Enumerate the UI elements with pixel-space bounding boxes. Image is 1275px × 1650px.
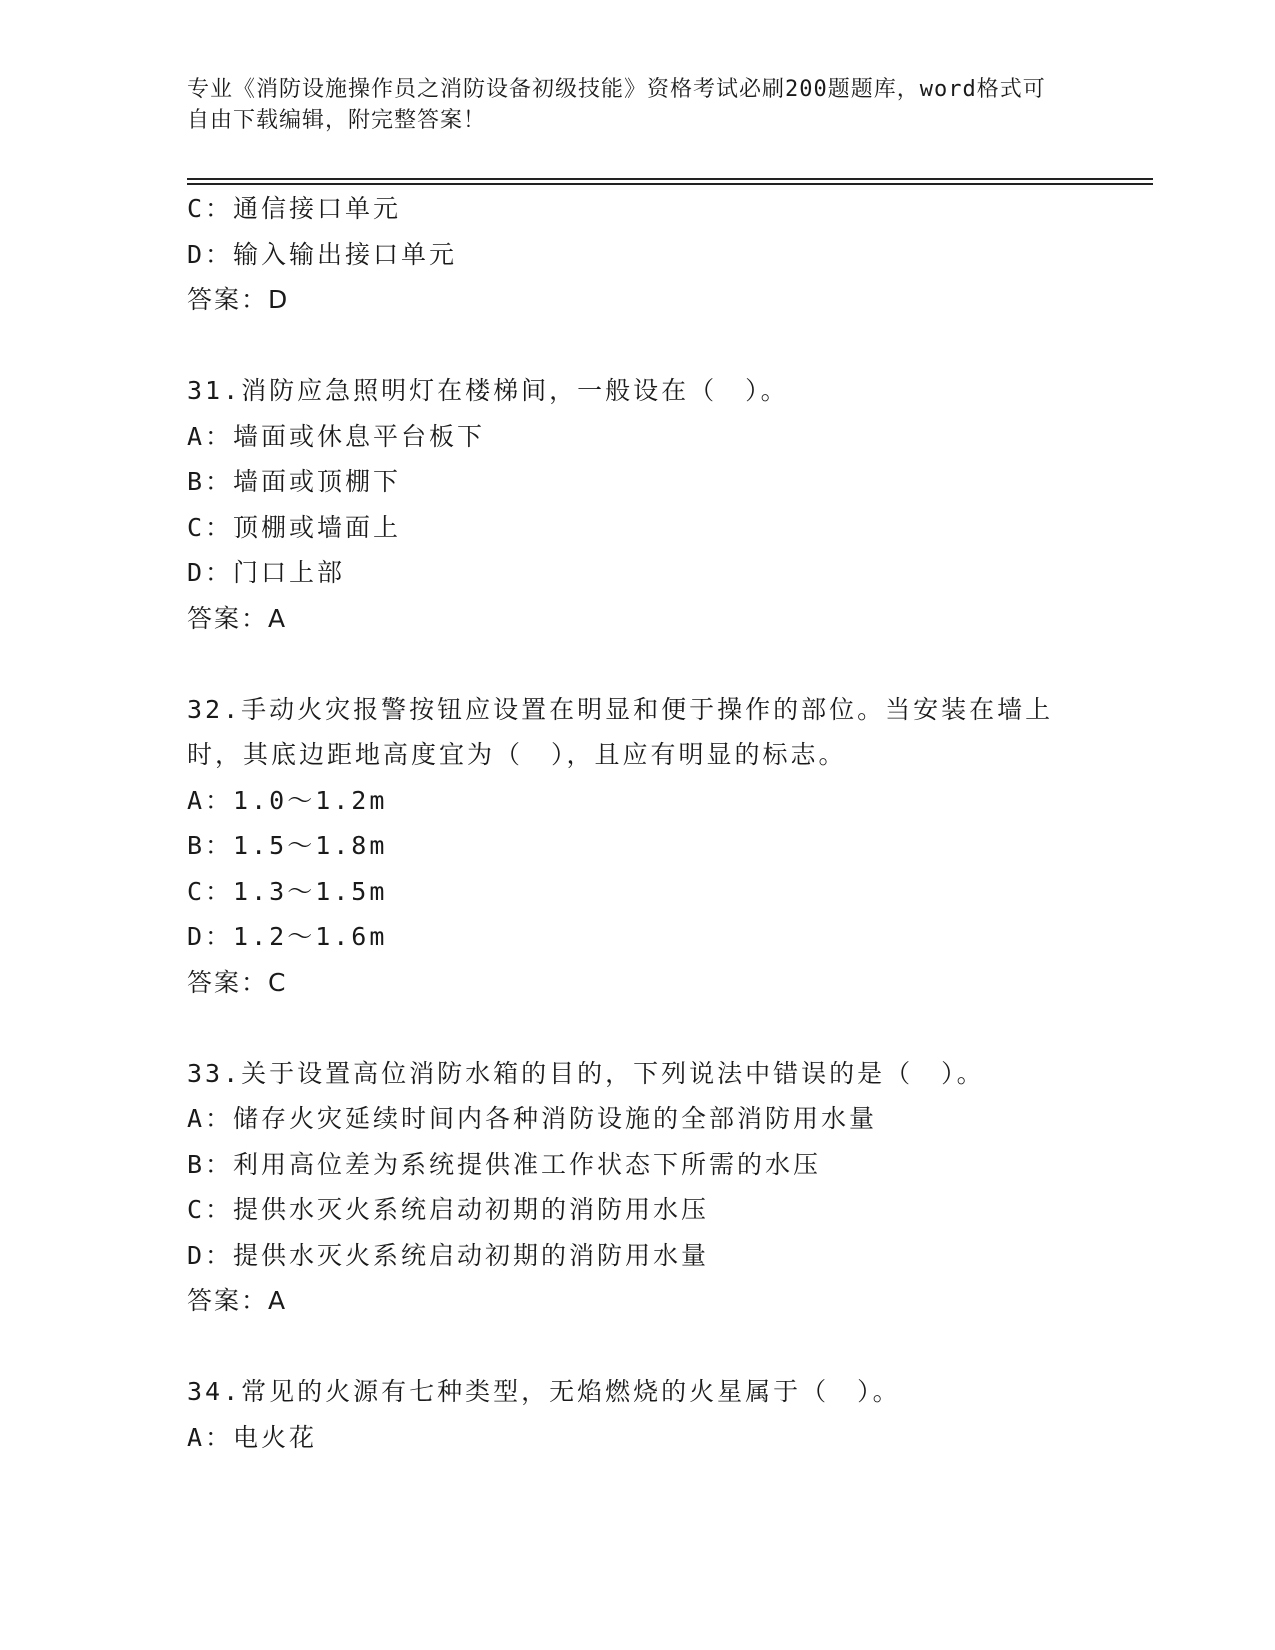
option-c: C：1.3～1.5m xyxy=(187,876,388,906)
document-header: 专业《消防设施操作员之消防设备初级技能》资格考试必刷200题题库，word格式可自由下载编辑，附完整答案！ xyxy=(187,77,1046,133)
answer: 答案：C xyxy=(187,967,288,997)
spacer xyxy=(187,641,1087,687)
question-stem: 31.消防应急照明灯在楼梯间，一般设在（ ）。 xyxy=(187,376,789,405)
option-d: D：提供水灭火系统启动初期的消防用水量 xyxy=(187,1240,710,1270)
question-31 xyxy=(187,368,1087,641)
option-b: B：利用高位差为系统提供准工作状态下所需的水压 xyxy=(187,1149,822,1179)
question-33 xyxy=(187,1051,1087,1324)
option-b: B：1.5～1.8m xyxy=(187,831,388,860)
option-d: D：输入输出接口单元 xyxy=(187,239,458,269)
option-c: C：通信接口单元 xyxy=(187,194,402,223)
option-a: A：1.0～1.2m xyxy=(187,785,388,815)
header-divider-bottom xyxy=(187,183,1153,185)
option-d: D：门口上部 xyxy=(187,558,346,587)
question-stem: 34.常见的火源有七种类型，无焰燃烧的火星属于（ ）。 xyxy=(187,1377,901,1406)
answer: 答案：A xyxy=(187,603,288,633)
question-32 xyxy=(187,687,1087,1006)
answer: 答案：A xyxy=(187,1286,288,1315)
option-a: A：储存火灾延续时间内各种消防设施的全部消防用水量 xyxy=(187,1104,878,1133)
spacer xyxy=(187,1005,1087,1051)
option-a: A：墙面或休息平台板下 xyxy=(187,421,486,451)
option-c: C：提供水灭火系统启动初期的消防用水压 xyxy=(187,1195,710,1224)
spacer xyxy=(187,323,1087,369)
question-stem: 32.手动火灾报警按钮应设置在明显和便于操作的部位。当安装在墙上时，其底边距地高度宜为（ ），且应有明显的标志。 xyxy=(187,694,1054,769)
option-b: B：墙面或顶棚下 xyxy=(187,467,402,496)
question-30-continuation xyxy=(187,186,1087,323)
option-c: C：顶棚或墙面上 xyxy=(187,512,402,542)
option-d: D：1.2～1.6m xyxy=(187,922,388,951)
spacer xyxy=(187,1324,1087,1370)
question-stem: 33.关于设置高位消防水箱的目的，下列说法中错误的是（ ）。 xyxy=(187,1058,985,1088)
answer: 答案：D xyxy=(187,285,290,314)
question-content xyxy=(187,186,1087,1460)
question-34 xyxy=(187,1369,1087,1460)
header-divider-top xyxy=(187,178,1153,180)
option-a: A：电火花 xyxy=(187,1422,318,1452)
